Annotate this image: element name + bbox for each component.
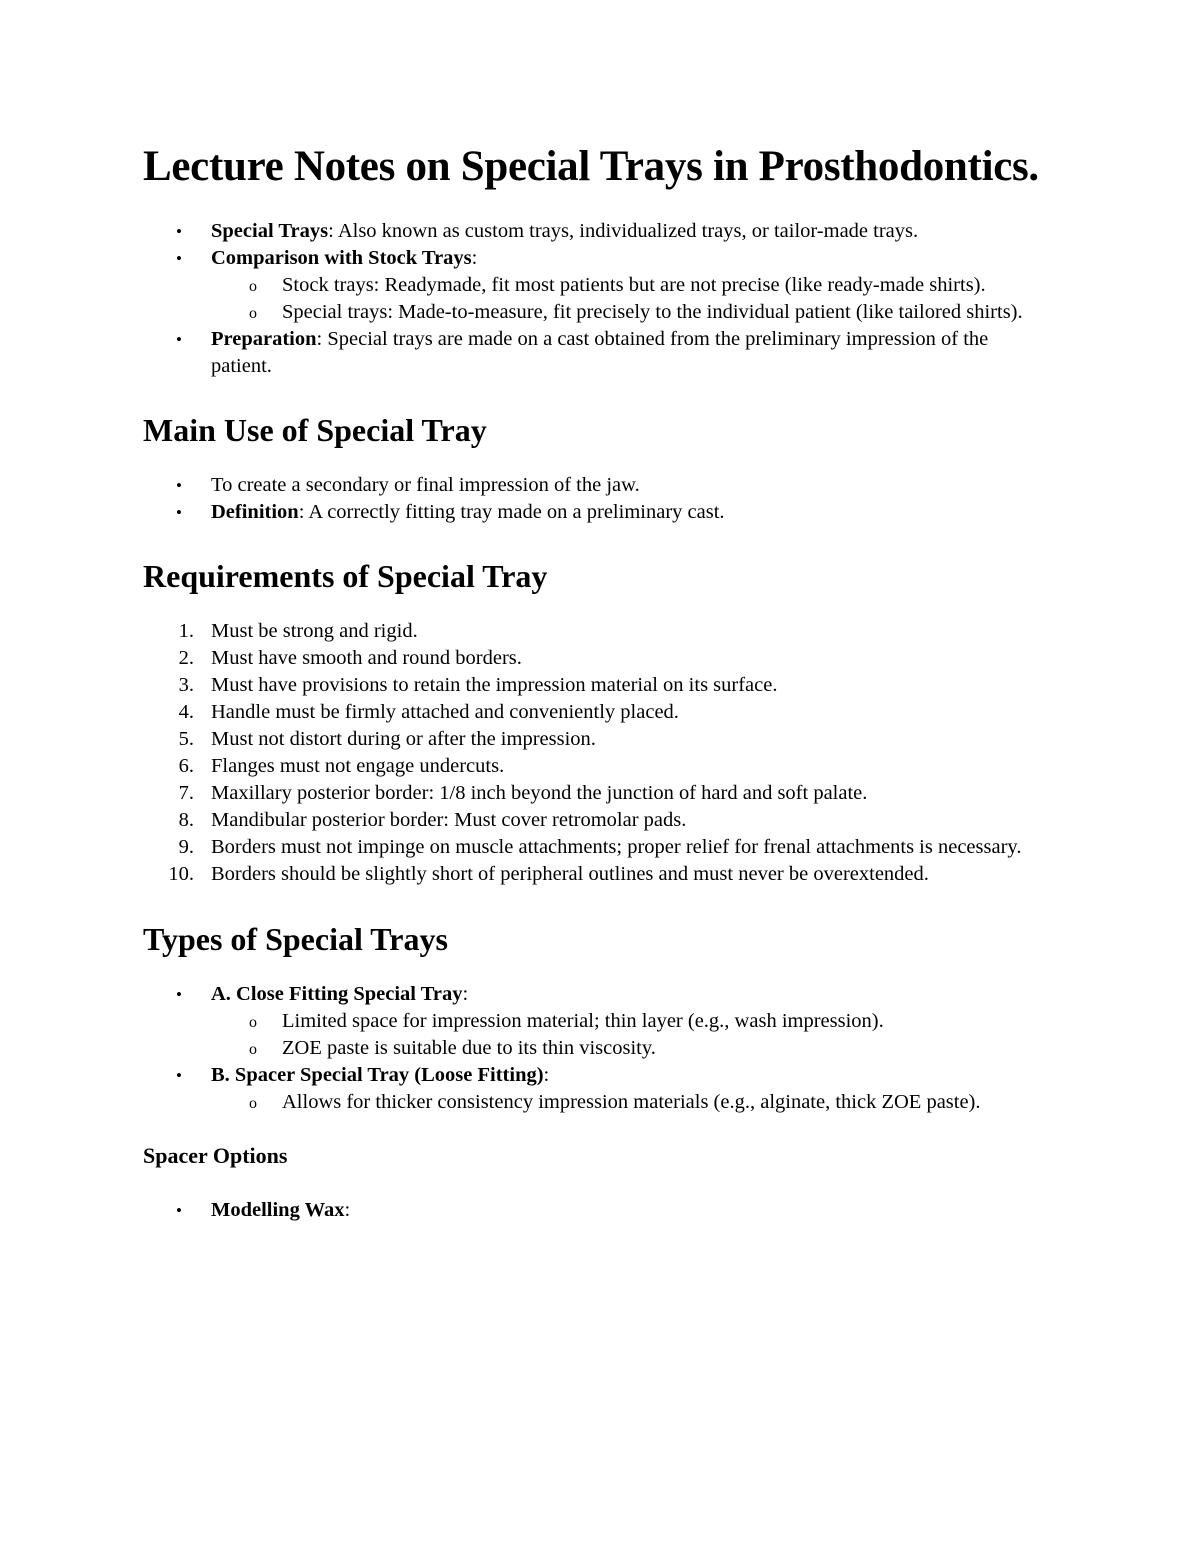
list-item: • Definition: A correctly fitting tray made on a preliminary cast. xyxy=(143,499,1050,526)
list-item: • Preparation: Special trays are made on a cast obtained from the preliminary impression of the patient. xyxy=(176,328,989,377)
page-title: Lecture Notes on Special Trays in Prosthodontics. xyxy=(143,143,1039,190)
item-number: 3. xyxy=(178,674,194,696)
item-text: To create a secondary or final impression of the jaw. xyxy=(211,474,640,496)
item-text: Mandibular posterior border: Must cover retromolar pads. xyxy=(211,809,687,831)
item-number: 7. xyxy=(178,782,194,804)
item-text: Borders should be slightly short of peripheral outlines and must never be overextended. xyxy=(211,863,929,885)
spacer-sublist xyxy=(211,1089,1050,1116)
numbered-item xyxy=(143,861,1050,888)
item-text: Must have smooth and round borders. xyxy=(211,647,522,669)
bullet-icon: • xyxy=(176,503,182,522)
item-text: Allows for thicker consistency impression materials (e.g., alginate, thick ZOE paste). xyxy=(282,1091,981,1113)
bullet-icon: • xyxy=(176,249,182,268)
term: Modelling Wax xyxy=(211,1199,345,1221)
item-number: 6. xyxy=(178,755,194,777)
subsection-heading-spacer-options: Spacer Options xyxy=(143,1143,288,1168)
bullet-icon: • xyxy=(176,985,182,1004)
sub-list-item xyxy=(211,1035,1050,1062)
intro-list xyxy=(143,218,1050,380)
main-use-list xyxy=(143,472,1050,526)
list-item xyxy=(143,472,1050,499)
types-list xyxy=(143,981,1050,1116)
term: Special Trays xyxy=(211,220,329,242)
numbered-item xyxy=(143,618,1050,645)
item-text: Limited space for impression material; thin layer (e.g., wash impression). xyxy=(282,1010,884,1032)
item-text: Also known as custom trays, individualized trays, or tailor-made trays. xyxy=(333,220,919,242)
bullet-icon: • xyxy=(176,222,182,241)
list-item: • Modelling Wax: xyxy=(143,1197,1050,1224)
term: Preparation xyxy=(211,328,317,350)
section-heading-main-use: Main Use of Special Tray xyxy=(143,412,487,448)
item-text: Must be strong and rigid. xyxy=(211,620,418,642)
numbered-item xyxy=(143,726,1050,753)
close-fitting-sublist xyxy=(211,1008,1050,1062)
sub-list-item xyxy=(211,1008,1050,1035)
bullet-icon: • xyxy=(176,1201,182,1220)
sub-list-item xyxy=(211,1089,1050,1116)
item-text: Handle must be firmly attached and conveniently placed. xyxy=(211,701,679,723)
section-heading-types: Types of Special Trays xyxy=(143,921,448,957)
numbered-item xyxy=(143,699,1050,726)
list-item: • B. Spacer Special Tray (Loose Fitting): o Allows for thicker consistency impression materials (e.g., alginate, thick ZOE paste). xyxy=(143,1062,1050,1116)
sub-bullet-icon: o xyxy=(249,1014,257,1031)
item-number: 9. xyxy=(178,836,194,858)
sub-bullet-icon: o xyxy=(249,1041,257,1058)
bullet-icon: • xyxy=(176,1066,182,1085)
list-item: • Comparison with Stock Trays: o Stock trays: Readymade, fit most patients but are not precise (like ready-made shirts). o Special trays: Made-to-measure, fit precisely to the individual patient (like tailored shirts). xyxy=(143,245,1050,326)
numbered-item xyxy=(143,834,1050,861)
sub-bullet-icon: o xyxy=(249,1095,257,1112)
bullet-icon: • xyxy=(176,330,182,349)
sub-bullet-icon: o xyxy=(249,278,257,295)
item-text: Special trays: Made-to-measure, fit precisely to the individual patient (like tailored shirts). xyxy=(282,301,1023,323)
bullet-icon: • xyxy=(176,476,182,495)
item-number: 4. xyxy=(178,701,194,723)
numbered-item xyxy=(143,807,1050,834)
sub-list-item xyxy=(211,272,1050,299)
item-text: Maxillary posterior border: 1/8 inch beyond the junction of hard and soft palate. xyxy=(211,782,868,804)
item-text: Stock trays: Readymade, fit most patients but are not precise (like ready-made shirts). xyxy=(282,274,986,296)
item-text: Special trays are made on a cast obtained from the preliminary impression of the patient. xyxy=(211,328,989,377)
item-text: Flanges must not engage undercuts. xyxy=(211,755,505,777)
term: Comparison with Stock Trays xyxy=(211,247,472,269)
item-text: Must not distort during or after the impression. xyxy=(211,728,596,750)
item-text: A correctly fitting tray made on a preliminary cast. xyxy=(304,501,725,523)
numbered-item xyxy=(143,645,1050,672)
item-number: 1. xyxy=(178,620,194,642)
item-number: 8. xyxy=(178,809,194,831)
spacer-options-list xyxy=(143,1197,1050,1224)
sub-list-item xyxy=(211,299,1050,326)
item-number: 5. xyxy=(178,728,194,750)
term: B. Spacer Special Tray (Loose Fitting) xyxy=(211,1064,544,1086)
comparison-sublist xyxy=(211,272,1050,326)
list-item: • A. Close Fitting Special Tray: o Limited space for impression material; thin layer (e.g., wash impression). o ZOE paste is suitable due to its thin viscosity. xyxy=(143,981,1050,1062)
requirements-list xyxy=(143,618,1050,888)
section-heading-requirements: Requirements of Special Tray xyxy=(143,558,548,594)
numbered-item xyxy=(143,753,1050,780)
item-text: Borders must not impinge on muscle attachments; proper relief for frenal attachments is necessary. xyxy=(211,836,1022,858)
item-number: 2. xyxy=(178,647,194,669)
item-number: 10. xyxy=(168,863,194,885)
numbered-item xyxy=(143,672,1050,699)
item-text: Must have provisions to retain the impression material on its surface. xyxy=(211,674,778,696)
item-text: ZOE paste is suitable due to its thin viscosity. xyxy=(282,1037,656,1059)
list-item: • Special Trays: Also known as custom trays, individualized trays, or tailor-made trays. xyxy=(143,218,1050,245)
term: Definition xyxy=(211,501,299,523)
term: A. Close Fitting Special Tray xyxy=(211,983,463,1005)
sub-bullet-icon: o xyxy=(249,305,257,322)
numbered-item xyxy=(143,780,1050,807)
